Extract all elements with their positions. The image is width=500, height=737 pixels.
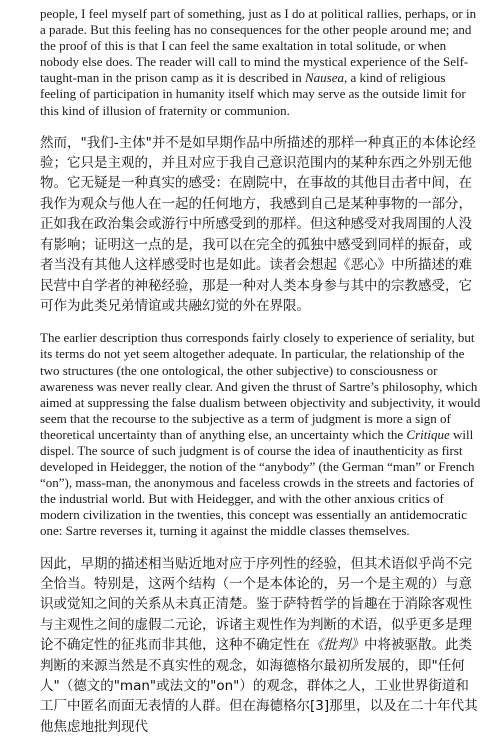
- text-run: The earlier description thus corresponds fairly closely to experience of seriality, but its terms do not yet seem altogether adequate. In particular, the relationship of the two structures (the one ontological, the other subjective) to consciousness or awareness was never really clear. And given the thrust of Sartre’s philosophy, which aimed at suppressing the false dualism between objectivity and subjectivity, it would seem that the recourse to the subjective as a term of judgment is more a sign of theoretical uncertainty than of anything else, an uncertainty which the: [40, 330, 481, 442]
- text-run: 中将被驱散。此类判断的来源当然是不真实性的观念，如海德格尔最初所发展的，即"任何人"（德文的"man"或法文的"on"）的观念，群体之人，工业世界街道和工厂中匿名而面无表情的人群。但在海德格尔[3]那里，以及在二十年代其他焦虑地批判现代: [40, 637, 478, 735]
- text-run: people, I feel myself part of something, just as I do at political rallies, perhaps, or in a parade. But this feeling has no consequences for the other people around me; and the proof of this is that I can feel the same exaltation in total solitude, or when nobody else does. The reader will call to mind the mystical experience of the Self-taught-man in the prison camp as it is described in: [40, 6, 477, 86]
- text-run: 然而，"我们-主体"并不是如早期作品中所描述的那样一种真正的本体论经验；它只是主观的，并且对应于我自己意识范围内的某种东西之外别无他物。它无疑是一种真实的感受：在剧院中，在事故的其他目击者中间，在我作为观众与他人在一起的任何地方，我感到自己是某种事物的一部分，正如我在政治集会或游行中所感受到的那样。但这种感受对我周围的人没有影响；证明这一点的是，我可以在完全的孤独中感受到同样的振奋，或者当没有其他人这样感受时也是如此。读者会想起《恶心》中所描述的难民营中自学者的神秘经验，那是一种对人类本身参与其中的宗教感受，它可作为此类兄弟情谊或共融幻觉的外在界限。: [40, 134, 476, 314]
- text-run: will dispel. The source of such judgment is of course the idea of inauthenticity as first developed in Heidegger, the notion of the “anybody” (the German “man” or French “on”), mass-man, the anonymous and faceless crowds in the streets and factories of the industrial world. But with Heidegger, and with the other anxious critics of modern civilization in the twenties, this concept was essentially an antidemocratic one: Sartre reverses it, turning it against the middle classes themselves.: [40, 426, 475, 539]
- chinese-paragraph-1: [40, 133, 482, 317]
- italic-title: Nausea: [305, 70, 344, 86]
- english-paragraph-2: [40, 330, 482, 539]
- text-run: , a kind of religious feeling of participation in humanity itself which may serve as the outside limit for this kind of illusion of fraternity or communion.: [40, 70, 466, 118]
- text-run: 因此，早期的描述相当贴近地对应于序列性的经验，但其术语似乎尚不完全恰当。特别是，这两个结构（一个是本体论的，另一个是主观的）与意识或觉知之间的关系从未真正清楚。鉴于萨特哲学的旨趣在于消除客观性与主观性之间的虚假二元论，诉诸主观性作为判断的术语，似乎更多是理论不确定性的征兆而非其他，这种不确定性在: [40, 555, 472, 654]
- italic-title: 《批判》: [310, 637, 364, 654]
- italic-title: Critique: [406, 426, 450, 442]
- english-paragraph-0: [40, 6, 482, 119]
- chinese-paragraph-3: [40, 554, 482, 737]
